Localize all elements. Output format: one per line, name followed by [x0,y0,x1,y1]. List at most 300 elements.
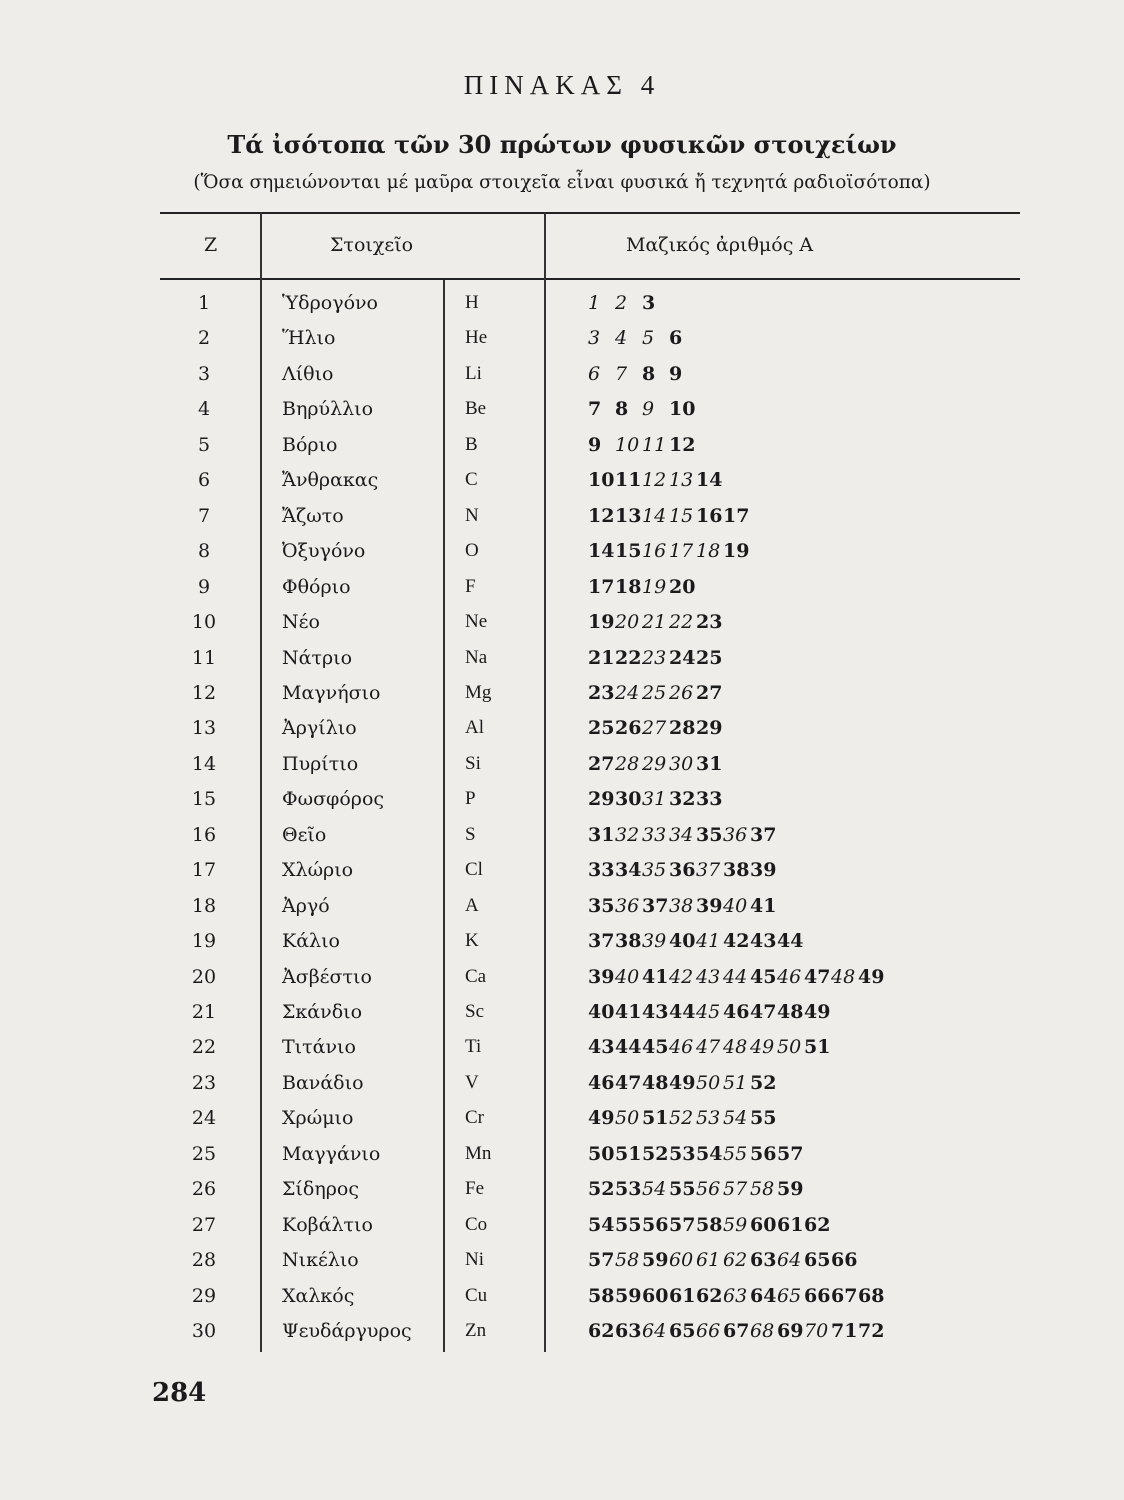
isotope-mass-number: 36 [723,823,748,846]
radioisotope-mass-number: 56 [750,1142,777,1165]
radioisotope-mass-number: 37 [588,930,615,953]
radioisotope-mass-number: 69 [777,1320,804,1343]
atomic-number: 29 [191,1284,217,1307]
isotope-list [588,1036,831,1058]
isotope-mass-number: 48 [831,965,856,988]
radioisotope-mass-number: 57 [588,1249,615,1272]
isotope-mass-number: 68 [750,1320,775,1343]
radioisotope-mass-number: 10 [588,469,615,492]
radioisotope-mass-number: 41 [642,965,669,988]
table-row [160,824,1020,858]
radioisotope-mass-number: 25 [696,646,723,669]
isotope-mass-number: 4 [615,327,628,350]
radioisotope-mass-number: 48 [642,1071,669,1094]
radioisotope-mass-number: 27 [588,752,615,775]
isotope-mass-number: 52 [669,1107,694,1130]
isotope-list [588,824,777,846]
radioisotope-mass-number: 10 [669,398,696,421]
table-row [160,1036,1020,1070]
element-name: Κοβάλτιο [282,1213,373,1236]
element-symbol: Li [465,362,482,384]
radioisotope-mass-number: 49 [858,965,885,988]
radioisotope-mass-number: 49 [804,1001,831,1023]
radioisotope-mass-number: 34 [615,859,642,882]
element-symbol: S [465,823,476,845]
isotope-mass-number: 58 [750,1178,775,1201]
radioisotope-mass-number: 6 [669,327,683,350]
element-symbol: K [465,930,479,952]
atomic-number: 17 [191,859,217,882]
table-row [160,788,1020,822]
element-symbol: Al [465,717,484,739]
table-row [160,682,1020,716]
element-symbol: Mn [465,1142,492,1164]
element-symbol: F [465,575,476,597]
isotope-list [588,505,750,527]
isotope-mass-number: 28 [615,752,640,775]
element-name: Μαγνήσιο [282,681,381,704]
isotope-mass-number: 33 [642,823,667,846]
radioisotope-mass-number: 37 [750,823,777,846]
isotope-mass-number: 7 [615,362,628,385]
isotope-mass-number: 42 [669,965,694,988]
page-number: 284 [152,1378,207,1408]
radioisotope-mass-number: 11 [615,469,642,492]
radioisotope-mass-number: 38 [615,930,642,953]
isotope-mass-number: 37 [696,859,721,882]
radioisotope-mass-number: 43 [588,1036,615,1059]
radioisotope-mass-number: 40 [669,930,696,953]
radioisotope-mass-number: 58 [588,1284,615,1307]
radioisotope-mass-number: 62 [804,1213,831,1236]
element-name: Ψευδάργυρος [282,1320,412,1343]
element-name: Ἀργίλιο [282,717,357,740]
atomic-number: 10 [191,611,217,634]
radioisotope-mass-number: 67 [723,1320,750,1343]
radioisotope-mass-number: 8 [615,398,629,421]
isotope-mass-number: 58 [615,1249,640,1272]
element-symbol: Cu [465,1284,488,1306]
table-row [160,1072,1020,1106]
radioisotope-mass-number: 62 [588,1320,615,1343]
isotope-mass-number: 2 [615,292,628,314]
element-symbol: O [465,540,479,562]
radioisotope-mass-number: 29 [696,717,723,740]
radioisotope-mass-number: 58 [696,1213,723,1236]
table-row [160,1249,1020,1283]
radioisotope-mass-number: 41 [750,894,777,917]
atomic-number: 2 [197,327,211,350]
top-rule [160,212,1020,214]
radioisotope-mass-number: 60 [750,1213,777,1236]
isotope-mass-number: 24 [615,681,640,704]
radioisotope-mass-number: 46 [723,1001,750,1023]
isotope-list [588,682,723,704]
isotope-mass-number: 60 [669,1249,694,1272]
isotope-mass-number: 31 [642,788,667,811]
radioisotope-mass-number: 19 [723,540,750,563]
element-name: Τιτάνιο [282,1036,356,1059]
element-name: Ἀργό [282,894,330,917]
radioisotope-mass-number: 31 [696,752,723,775]
radioisotope-mass-number: 9 [588,433,602,456]
radioisotope-mass-number: 67 [831,1284,858,1307]
isotope-mass-number: 11 [642,433,667,456]
atomic-number: 20 [191,965,217,988]
isotope-mass-number: 23 [642,646,667,669]
isotope-mass-number: 54 [723,1107,748,1130]
table-row [160,1320,1020,1354]
radioisotope-mass-number: 59 [777,1178,804,1201]
radioisotope-mass-number: 43 [750,930,777,953]
radioisotope-mass-number: 28 [669,717,696,740]
radioisotope-mass-number: 12 [669,433,696,456]
radioisotope-mass-number: 71 [831,1320,858,1343]
radioisotope-mass-number: 42 [723,930,750,953]
radioisotope-mass-number: 47 [804,965,831,988]
isotope-mass-number: 29 [642,752,667,775]
isotope-table [160,212,1020,1352]
radioisotope-mass-number: 51 [804,1036,831,1059]
isotope-mass-number: 27 [642,717,667,740]
radioisotope-mass-number: 8 [642,362,656,385]
element-symbol: H [465,292,479,313]
isotope-list [588,1285,885,1307]
radioisotope-mass-number: 31 [588,823,615,846]
atomic-number: 22 [191,1036,217,1059]
table-row [160,469,1020,503]
table-row [160,611,1020,645]
atomic-number: 4 [197,398,211,421]
atomic-number: 8 [197,540,211,563]
radioisotope-mass-number: 35 [588,894,615,917]
isotope-list [588,1001,831,1023]
radioisotope-mass-number: 54 [696,1142,723,1165]
table-row [160,1143,1020,1177]
radioisotope-mass-number: 21 [588,646,615,669]
radioisotope-mass-number: 35 [696,823,723,846]
atomic-number: 23 [191,1071,217,1094]
isotope-mass-number: 15 [669,504,694,527]
radioisotope-mass-number: 59 [615,1284,642,1307]
isotope-list [588,753,723,775]
radioisotope-mass-number: 25 [588,717,615,740]
isotope-mass-number: 62 [723,1249,748,1272]
table-row [160,576,1020,610]
radioisotope-mass-number: 50 [588,1142,615,1165]
isotope-mass-number: 22 [669,611,694,634]
radioisotope-mass-number: 63 [615,1320,642,1343]
isotope-list [588,966,885,988]
element-name: Λίθιο [282,362,334,385]
element-symbol: Si [465,752,481,774]
element-symbol: Co [465,1213,488,1235]
element-symbol: Zn [465,1320,487,1342]
page-subtitle: (Ὅσα σημειώνονται μέ μαῦρα στοιχεῖα εἶναι φυσικά ἤ τεχνητά ραδιοϊσότοπα) [193,172,931,193]
radioisotope-mass-number: 51 [615,1142,642,1165]
atomic-number: 25 [191,1142,217,1165]
isotope-mass-number: 41 [696,930,721,953]
radioisotope-mass-number: 44 [615,1036,642,1059]
radioisotope-mass-number: 66 [831,1249,858,1272]
radioisotope-mass-number: 38 [723,859,750,882]
isotope-list [588,1214,831,1236]
radioisotope-mass-number: 62 [696,1284,723,1307]
isotope-mass-number: 61 [696,1249,721,1272]
radioisotope-mass-number: 36 [669,859,696,882]
table-row [160,647,1020,681]
atomic-number: 6 [197,469,211,492]
isotope-mass-number: 64 [777,1249,802,1272]
isotope-mass-number: 18 [696,540,721,563]
table-row [160,1107,1020,1141]
atomic-number: 21 [191,1001,217,1023]
isotope-mass-number: 66 [696,1320,721,1343]
radioisotope-mass-number: 61 [777,1213,804,1236]
radioisotope-mass-number: 53 [615,1178,642,1201]
element-name: Ὑδρογόνο [282,292,378,314]
isotope-mass-number: 39 [642,930,667,953]
isotope-mass-number: 55 [723,1142,748,1165]
isotope-mass-number: 56 [696,1178,721,1201]
header-rule [160,278,1020,280]
isotope-mass-number: 45 [696,1001,721,1023]
radioisotope-mass-number: 66 [804,1284,831,1307]
table-row [160,292,1020,326]
table-heading: ΠΙΝΑΚΑΣ 4 [463,70,661,100]
isotope-list [588,1320,885,1342]
isotope-list [588,611,723,633]
atomic-number: 30 [191,1320,217,1343]
radioisotope-mass-number: 23 [696,611,723,634]
radioisotope-mass-number: 55 [750,1107,777,1130]
table-row [160,1214,1020,1248]
isotope-mass-number: 13 [669,469,694,492]
atomic-number: 28 [191,1249,217,1272]
radioisotope-mass-number: 24 [669,646,696,669]
table-row [160,327,1020,361]
radioisotope-mass-number: 7 [588,398,602,421]
radioisotope-mass-number: 26 [615,717,642,740]
radioisotope-mass-number: 14 [696,469,723,492]
isotope-mass-number: 40 [723,894,748,917]
element-symbol: Be [465,398,487,420]
isotope-list [588,1143,804,1165]
atomic-number: 11 [191,646,217,669]
isotope-mass-number: 49 [750,1036,775,1059]
radioisotope-mass-number: 46 [588,1071,615,1094]
element-name: Ἀσβέστιο [282,965,372,988]
element-symbol: Ni [465,1249,484,1271]
isotope-mass-number: 32 [615,823,640,846]
element-symbol: Sc [465,1001,484,1022]
isotope-mass-number: 53 [696,1107,721,1130]
radioisotope-mass-number: 55 [615,1213,642,1236]
element-symbol: Fe [465,1178,484,1200]
radioisotope-mass-number: 43 [642,1001,669,1023]
radioisotope-mass-number: 53 [669,1142,696,1165]
isotope-mass-number: 35 [642,859,667,882]
radioisotope-mass-number: 37 [642,894,669,917]
element-symbol: Cl [465,859,483,881]
radioisotope-mass-number: 39 [750,859,777,882]
radioisotope-mass-number: 61 [669,1284,696,1307]
element-name: Ἥλιο [282,327,336,350]
isotope-mass-number: 40 [615,965,640,988]
isotope-list [588,1072,777,1094]
radioisotope-mass-number: 30 [615,788,642,811]
isotope-mass-number: 12 [642,469,667,492]
radioisotope-mass-number: 45 [642,1036,669,1059]
isotope-list [588,1178,804,1200]
element-name: Βανάδιο [282,1071,364,1094]
isotope-mass-number: 6 [588,362,601,385]
table-row [160,1285,1020,1319]
isotope-list [588,1249,858,1271]
isotope-list [588,292,669,314]
isotope-mass-number: 50 [615,1107,640,1130]
element-name: Μαγγάνιο [282,1142,381,1165]
isotope-list [588,647,723,669]
table-row [160,363,1020,397]
element-name: Κάλιο [282,930,340,953]
element-symbol: P [465,788,476,810]
isotope-list [588,859,777,881]
radioisotope-mass-number: 57 [669,1213,696,1236]
table-row [160,930,1020,964]
element-symbol: A [465,894,479,916]
radioisotope-mass-number: 51 [642,1107,669,1130]
element-symbol: Ti [465,1036,482,1058]
radioisotope-mass-number: 47 [615,1071,642,1094]
element-name: Νικέλιο [282,1249,359,1272]
element-name: Χρώμιο [282,1107,354,1130]
element-name: Βηρύλλιο [282,398,374,421]
radioisotope-mass-number: 32 [669,788,696,811]
table-row [160,859,1020,893]
radioisotope-mass-number: 18 [615,575,642,598]
radioisotope-mass-number: 39 [696,894,723,917]
radioisotope-mass-number: 14 [588,540,615,563]
element-name: Βόριο [282,433,338,456]
isotope-mass-number: 26 [669,681,694,704]
radioisotope-mass-number: 60 [642,1284,669,1307]
radioisotope-mass-number: 68 [858,1284,885,1307]
isotope-mass-number: 21 [642,611,667,634]
element-name: Νάτριο [282,646,353,669]
radioisotope-mass-number: 64 [750,1284,777,1307]
atomic-number: 13 [191,717,217,740]
radioisotope-mass-number: 47 [750,1001,777,1023]
radioisotope-mass-number: 44 [777,930,804,953]
radioisotope-mass-number: 44 [669,1001,696,1023]
atomic-number: 16 [191,823,217,846]
table-row [160,1178,1020,1212]
element-symbol: Cr [465,1107,484,1129]
radioisotope-mass-number: 15 [615,540,642,563]
element-name: Χλώριο [282,859,354,882]
element-symbol: He [465,327,488,349]
radioisotope-mass-number: 52 [642,1142,669,1165]
radioisotope-mass-number: 20 [669,575,696,598]
isotope-mass-number: 38 [669,894,694,917]
radioisotope-mass-number: 9 [669,362,683,385]
radioisotope-mass-number: 39 [588,965,615,988]
element-symbol: V [465,1071,479,1093]
isotope-mass-number: 64 [642,1320,667,1343]
radioisotope-mass-number: 33 [588,859,615,882]
isotope-mass-number: 48 [723,1036,748,1059]
isotope-list [588,930,804,952]
element-name: Χαλκός [282,1284,355,1307]
isotope-mass-number: 46 [777,965,802,988]
element-name: Ἄζωτο [282,504,344,527]
element-name: Θεῖο [282,823,327,846]
isotope-list [588,895,777,917]
radioisotope-mass-number: 41 [615,1001,642,1023]
isotope-mass-number: 50 [777,1036,802,1059]
isotope-mass-number: 20 [615,611,640,634]
isotope-mass-number: 50 [696,1071,721,1094]
table-row [160,434,1020,468]
isotope-list [588,469,723,491]
element-symbol: Ca [465,965,487,987]
column-header-element: Στοιχεῖο [330,234,414,256]
element-name: Φθόριο [282,575,351,598]
radioisotope-mass-number: 49 [669,1071,696,1094]
radioisotope-mass-number: 33 [696,788,723,811]
isotope-list [588,363,696,385]
page-title: Τά ἰσότοπα τῶν 30 πρώτων φυσικῶν στοιχείων [227,130,897,159]
isotope-mass-number: 34 [669,823,694,846]
radioisotope-mass-number: 29 [588,788,615,811]
isotope-mass-number: 54 [642,1178,667,1201]
radioisotope-mass-number: 52 [588,1178,615,1201]
radioisotope-mass-number: 63 [750,1249,777,1272]
isotope-list [588,398,696,420]
atomic-number: 9 [197,575,211,598]
radioisotope-mass-number: 45 [750,965,777,988]
atomic-number: 7 [197,504,211,527]
isotope-mass-number: 5 [642,327,655,350]
isotope-mass-number: 19 [642,575,667,598]
isotope-list [588,717,723,739]
isotope-list [588,1107,777,1129]
isotope-list [588,576,696,598]
element-name: Ἄνθρακας [282,469,379,492]
radioisotope-mass-number: 3 [642,292,656,314]
isotope-mass-number: 30 [669,752,694,775]
element-symbol: C [465,469,478,491]
radioisotope-mass-number: 56 [642,1213,669,1236]
radioisotope-mass-number: 52 [750,1071,777,1094]
isotope-mass-number: 46 [669,1036,694,1059]
table-row [160,966,1020,1000]
isotope-list [588,434,696,456]
isotope-list [588,540,750,562]
atomic-number: 24 [191,1107,217,1130]
radioisotope-mass-number: 27 [696,681,723,704]
isotope-mass-number: 1 [588,292,601,314]
atomic-number: 15 [191,788,217,811]
column-header-mass: Μαζικός ἀριθμός A [626,234,814,256]
atomic-number: 18 [191,894,217,917]
table-row [160,540,1020,574]
isotope-mass-number: 17 [669,540,694,563]
radioisotope-mass-number: 72 [858,1320,885,1343]
isotope-mass-number: 3 [588,327,601,350]
isotope-mass-number: 25 [642,681,667,704]
